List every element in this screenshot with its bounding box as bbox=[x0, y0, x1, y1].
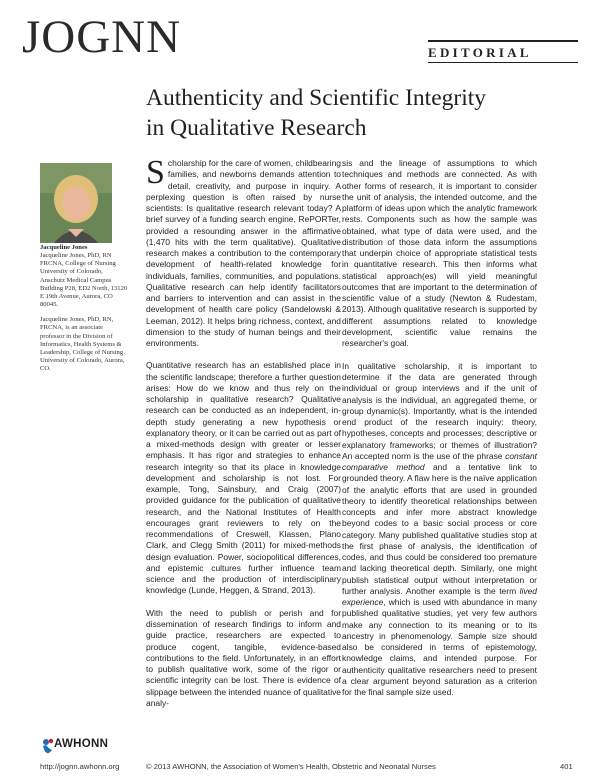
paragraph-1-text: cholarship for the care of women, childbearing families, and newborns demands attention to detail, creativity, and purpose in inquiry. A perplexing question is often raised by nurse scientists: Is qualitative research relevant today? A brief survey of a funding search engine, RePORTer, provided a resounding answer in the affirmative (1,470 hits with the term qualitative). Qualitative research makes a contribution to the contemporary development of health-related knowledge for individuals, families, communities, and populations. Qualitative research can help identify facilitators and barriers to intervention and can assist in the development of health care policy (Sandelowski & Leeman, 2012). It helps bring richness, context, and dimension to the study of human beings and their environments. bbox=[146, 158, 341, 348]
body-column-right bbox=[342, 158, 537, 709]
paragraph-3: With the need to publish or perish and for dissemination of research findings to inform and guide practice, researchers are expected to produce cogent, tangible, evidence-based contributions to the field. Unfortunately, in an effort to publish qualitative work, some of the rigor or scientific integrity can be lost. There is evidence of slippage between the intended nuance of qualitative analy- bbox=[146, 607, 341, 708]
paragraph-5-emphasis-1: constant comparative method bbox=[342, 450, 537, 472]
drop-cap: S bbox=[146, 154, 165, 191]
section-rule-top bbox=[428, 40, 578, 42]
section-label: EDITORIAL bbox=[428, 45, 532, 60]
author-sidebar bbox=[40, 244, 128, 380]
paragraph-5-part-c: , which is used with abundance in many published qualitative studies, yet very few authors make any connection to its meaning or to its ancestry in phenomenology. Sample size should also be considered in terms of epistemology, knowledge claims, and intended purpose. For authenticity qualitative researchers need to present a clear argument beyond saturation as a criterion for the final sample size used. bbox=[342, 597, 537, 697]
footer-copyright: © 2013 AWHONN, the Association of Women's Health, Obstetric and Neonatal Nurses bbox=[146, 762, 436, 771]
section-rule-bottom bbox=[428, 62, 578, 63]
footer-page-number: 401 bbox=[560, 762, 573, 771]
paragraph-1 bbox=[146, 154, 341, 349]
paragraph-5-part-a: In qualitative scholarship, it is important to determine if the data are generated through individual or group interviews and if the unit of analysis is the individual, an aggregated theme, or group dynamic(s). Importantly, what is the intended end product of the research inquiry: theory, hypotheses, concepts and processes; descriptive or explanatory frameworks; or themes of illustration? An accepted norm is the use of the phrase bbox=[342, 360, 537, 461]
paragraph-5-part-b: and a tentative link to grounded theory. A flaw here is the naïve application of the analytic efforts that are used in grounded theory to identify theoretical relationships between concepts and infer more abstract knowledge beyond codes to a basic social process or core category. Many published qualitative studies stop at the first phase of analysis, the identification of codes, and thus could be considered too premature and lacking theoretical depth. Similarly, one might publish statistical output without interpretation or further analysis. Another example is the term bbox=[342, 462, 537, 596]
article-title-line-1: Authenticity and Scientific Integrity bbox=[146, 85, 487, 111]
paragraph-5-emphasis-2: lived experience bbox=[342, 585, 537, 607]
footer-url[interactable]: http://jognn.awhonn.org bbox=[40, 762, 120, 771]
paragraph-4: sis and the lineage of assumptions to which techniques and methods are connected. As with other forms of research, it is important to consider the unit of analysis, the intended outcome, and the platform of ideas upon which the analytic framework rests. Components such as how the sample was obtained, what type of data were used, and the distribution of those data inform the assumptions that underpin choice of appropriate statistical tests in quantitative research. This then informs what statistical approach(es) will yield meaningful outcomes that are important to the determination of scientific value of a study (Newton & Rudestam, 2013). Although qualitative research is supported by different assumptions related to knowledge development, scientific value remains the researcher's goal. bbox=[342, 158, 537, 348]
article-title bbox=[146, 83, 576, 143]
awhonn-logo-text: AWHONN bbox=[54, 738, 109, 750]
paragraph-5 bbox=[342, 361, 537, 699]
author-bio: Jacqueline Jones, PhD, RN, FRCNA, is an associate professor in the Division of Informatics, Health Systems & Leadership, College of Nursing University of Colorado, Aurora, CO. bbox=[40, 316, 125, 373]
paragraph-2: Quantitative research has an established place in the scientific landscape; therefore a further question arises: How do we know and thus rely on the scholarship in qualitative research? Qualitative research can be conducted as an independent, in-depth study generating a new hypothesis or explanatory theory, or it can be carried out as part of a mixed-methods design with greater or lesser emphasis. It has rigor and strategies to enhance research integrity so that its place in knowledge development and scholarship is not lost. For example, Tong, Sainsbury, and Craig (2007) provided guidance for the publication of qualitative research, and the National Institutes of Health encourages grant reviewers to rely on the recommendations of Creswell, Klassen, Plano Clark, and Clegg Smith (2011) for mixed-methods design evaluation. Power, sociopolitical differences, and epistemic cultures further influence team science and the production of interdisciplinary knowledge (Lunde, Heggen, & Strand, 2013). bbox=[146, 360, 341, 596]
author-name: Jacqueline Jones bbox=[40, 244, 88, 251]
journal-title: JOGNN bbox=[22, 11, 182, 63]
author-photo bbox=[40, 163, 112, 243]
article-title-line-2: in Qualitative Research bbox=[146, 115, 367, 141]
author-address: Jacqueline Jones, PhD, RN FRCNA, College of Nursing University of Colorado, Anschutz Medical Campus Building P28, ED2 North, 13120 E 19th Avenue, Aurora, CO 80045. bbox=[40, 252, 128, 309]
body-column-left bbox=[146, 154, 341, 720]
